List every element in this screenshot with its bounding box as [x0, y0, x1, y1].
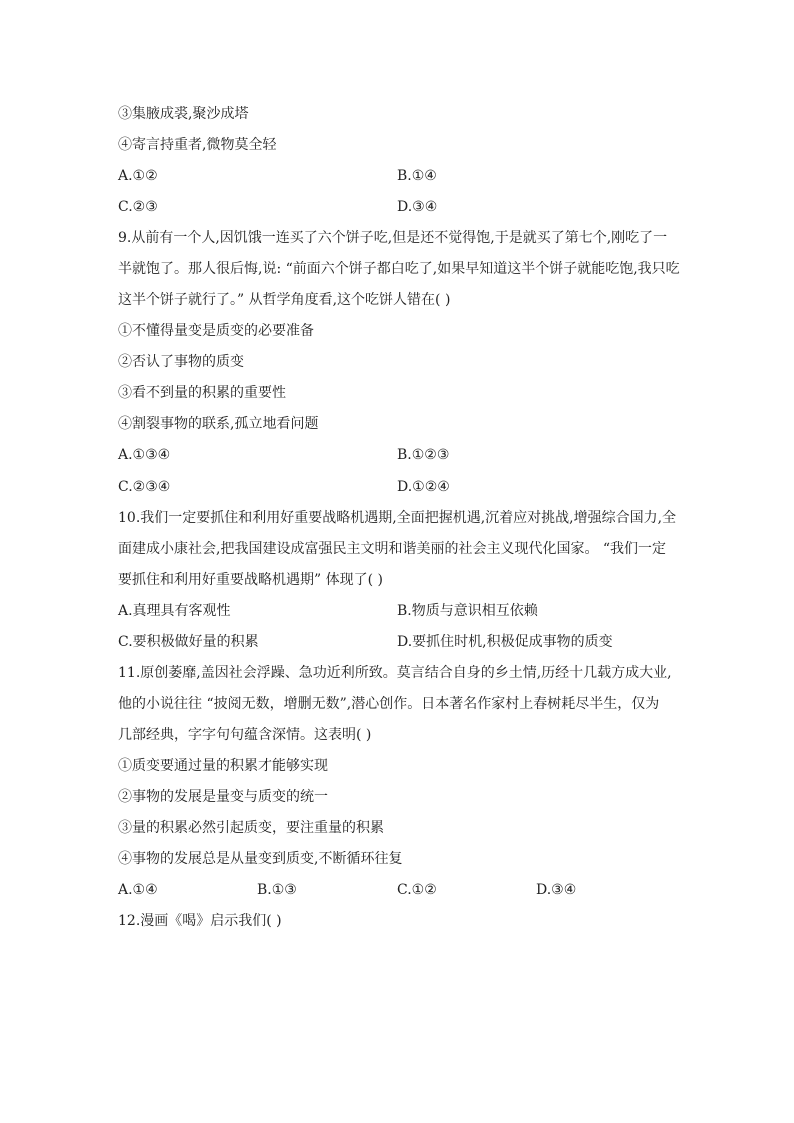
- q9-option-d: D.①②④: [397, 479, 450, 495]
- q8-statement-3: ③集腋成裘,聚沙成塔: [118, 106, 249, 122]
- q8-option-c: C.②③: [118, 199, 158, 215]
- q11-stem-line-1: 11.原创萎靡,盖因社会浮躁、急功近利所致。莫言结合自身的乡土情,历经十几载方成大业,: [118, 665, 672, 681]
- q10-stem-line-1: 10.我们一定要抓住和利用好重要战略机遇期,全面把握机遇,沉着应对挑战,增强综合国力,全: [118, 510, 677, 526]
- q10-option-a: A.真理具有客观性: [118, 603, 231, 619]
- q11-option-d: D.③④: [536, 882, 577, 898]
- q8-option-d: D.③④: [397, 199, 438, 215]
- q9-statement-2: ②否认了事物的质变: [118, 354, 244, 370]
- q11-statement-4: ④事物的发展总是从量变到质变,不断循环往复: [118, 851, 403, 867]
- q9-statement-4: ④割裂事物的联系,孤立地看问题: [118, 416, 319, 432]
- q11-statement-3: ③量的积累必然引起质变，要注重量的积累: [118, 820, 384, 836]
- q9-stem-line-3: 这半个饼子就行了。” 从哲学角度看,这个吃饼人错在( ): [118, 292, 451, 308]
- q10-stem-line-3: 要抓住和利用好重要战略机遇期” 体现了( ): [118, 572, 383, 588]
- q9-option-c: C.②③④: [118, 479, 171, 495]
- q10-option-d: D.要抓住时机,积极促成事物的质变: [397, 634, 613, 650]
- q11-statement-2: ②事物的发展是量变与质变的统一: [118, 789, 328, 805]
- q8-option-a: A.①②: [118, 168, 158, 184]
- q8-option-b: B.①④: [397, 168, 437, 184]
- q10-option-c: C.要积极做好量的积累: [118, 634, 259, 650]
- q12-stem-line-1: 12.漫画《喝》启示我们( ): [118, 913, 282, 929]
- q10-stem-line-2: 面建成小康社会,把我国建设成富强民主文明和谐美丽的社会主义现代化国家。 “我们一定: [118, 541, 667, 557]
- q11-option-c: C.①②: [397, 882, 437, 898]
- q11-option-b: B.①③: [257, 882, 297, 898]
- q8-statement-4: ④寄言持重者,微物莫全轻: [118, 137, 277, 153]
- q9-option-b: B.①②③: [397, 447, 450, 463]
- q11-option-a: A.①④: [118, 882, 158, 898]
- q11-statement-1: ①质变要通过量的积累才能够实现: [118, 758, 328, 774]
- q9-option-a: A.①③④: [118, 447, 171, 463]
- q11-stem-line-2: 他的小说往往 “披阅无数，增删无数”,潜心创作。日本著名作家村上春树耗尽半生，仅为: [118, 696, 660, 712]
- q9-stem-line-2: 半就饱了。那人很后悔,说: “前面六个饼子都白吃了,如果早知道这半个饼子就能吃饱,我只吃: [118, 261, 680, 277]
- q9-stem-line-1: 9.从前有一个人,因饥饿一连买了六个饼子吃,但是还不觉得饱,于是就买了第七个,刚吃了一: [118, 230, 668, 246]
- q9-statement-1: ①不懂得量变是质变的必要准备: [118, 323, 314, 339]
- q10-option-b: B.物质与意识相互依赖: [397, 603, 538, 619]
- q11-stem-line-3: 几部经典，字字句句蕴含深情。这表明( ): [118, 727, 372, 743]
- q9-statement-3: ③看不到量的积累的重要性: [118, 385, 286, 401]
